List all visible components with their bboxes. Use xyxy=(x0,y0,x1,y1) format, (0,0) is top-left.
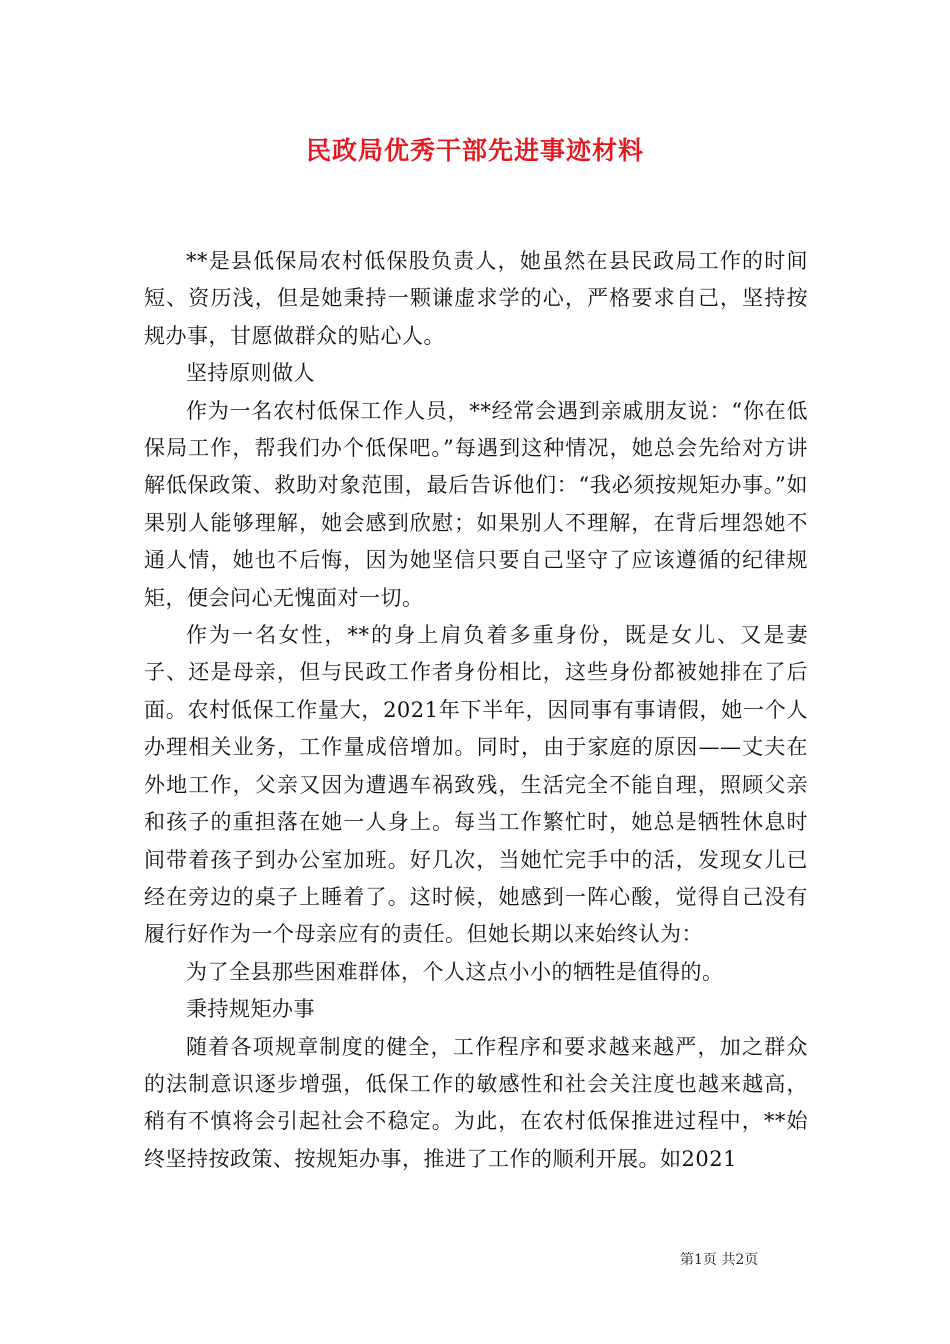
paragraph-family: 作为一名女性，**的身上肩负着多重身份，既是女儿、又是妻子、还是母亲，但与民政工作者身份相比，这些身份都被她排在了后面。农村低保工作量大，2021年下半年，因同事有事请假，她一个人办理相关业务，工作量成倍增加。同时，由于家庭的原因——丈夫在外地工作，父亲又因为遭遇车祸致残，生活完全不能自理，照顾父亲和孩子的重担落在她一人身上。每当工作繁忙时，她总是牺牲休息时间带着孩子到办公室加班。好几次，当她忙完手中的活，发现女儿已经在旁边的桌子上睡着了。这时候，她感到一阵心酸，觉得自己没有履行好作为一个母亲应有的责任。但她长期以来始终认为： xyxy=(144,623,808,947)
document-body xyxy=(144,243,808,1178)
paragraph-sacrifice: 为了全县那些困难群体，个人这点小小的牺牲是值得的。 xyxy=(186,959,724,984)
page-number: 第1页 共2页 xyxy=(680,1252,759,1268)
paragraph-rules: 随着各项规章制度的健全，工作程序和要求越来越严，加之群众的法制意识逐步增强，低保工作的敏感性和社会关注度也越来越高，稍有不慎将会引起社会不稳定。为此，在农村低保推进过程中，**始终坚持按政策、按规矩办事，推进了工作的顺利开展。如2021 xyxy=(144,1034,808,1171)
section-heading-principle: 坚持原则做人 xyxy=(186,361,315,386)
paragraph-intro: **是县低保局农村低保股负责人，她虽然在县民政局工作的时间短、资历浅，但是她秉持一颗谦虚求学的心，严格要求自己，坚持按规办事，甘愿做群众的贴心人。 xyxy=(144,249,808,348)
paragraph-principle: 作为一名农村低保工作人员，**经常会遇到亲戚朋友说：“你在低保局工作，帮我们办个低保吧。”每遇到这种情况，她总会先给对方讲解低保政策、救助对象范围，最后告诉他们：“我必须按规矩办事。”如果别人能够理解，她会感到欣慰；如果别人不理解，在背后埋怨她不通人情，她也不后悔，因为她坚信只要自己坚守了应该遵循的纪律规矩，便会问心无愧面对一切。 xyxy=(144,398,808,610)
section-heading-rules: 秉持规矩办事 xyxy=(186,997,315,1022)
document-title: 民政局优秀干部先进事迹材料 xyxy=(305,136,644,165)
